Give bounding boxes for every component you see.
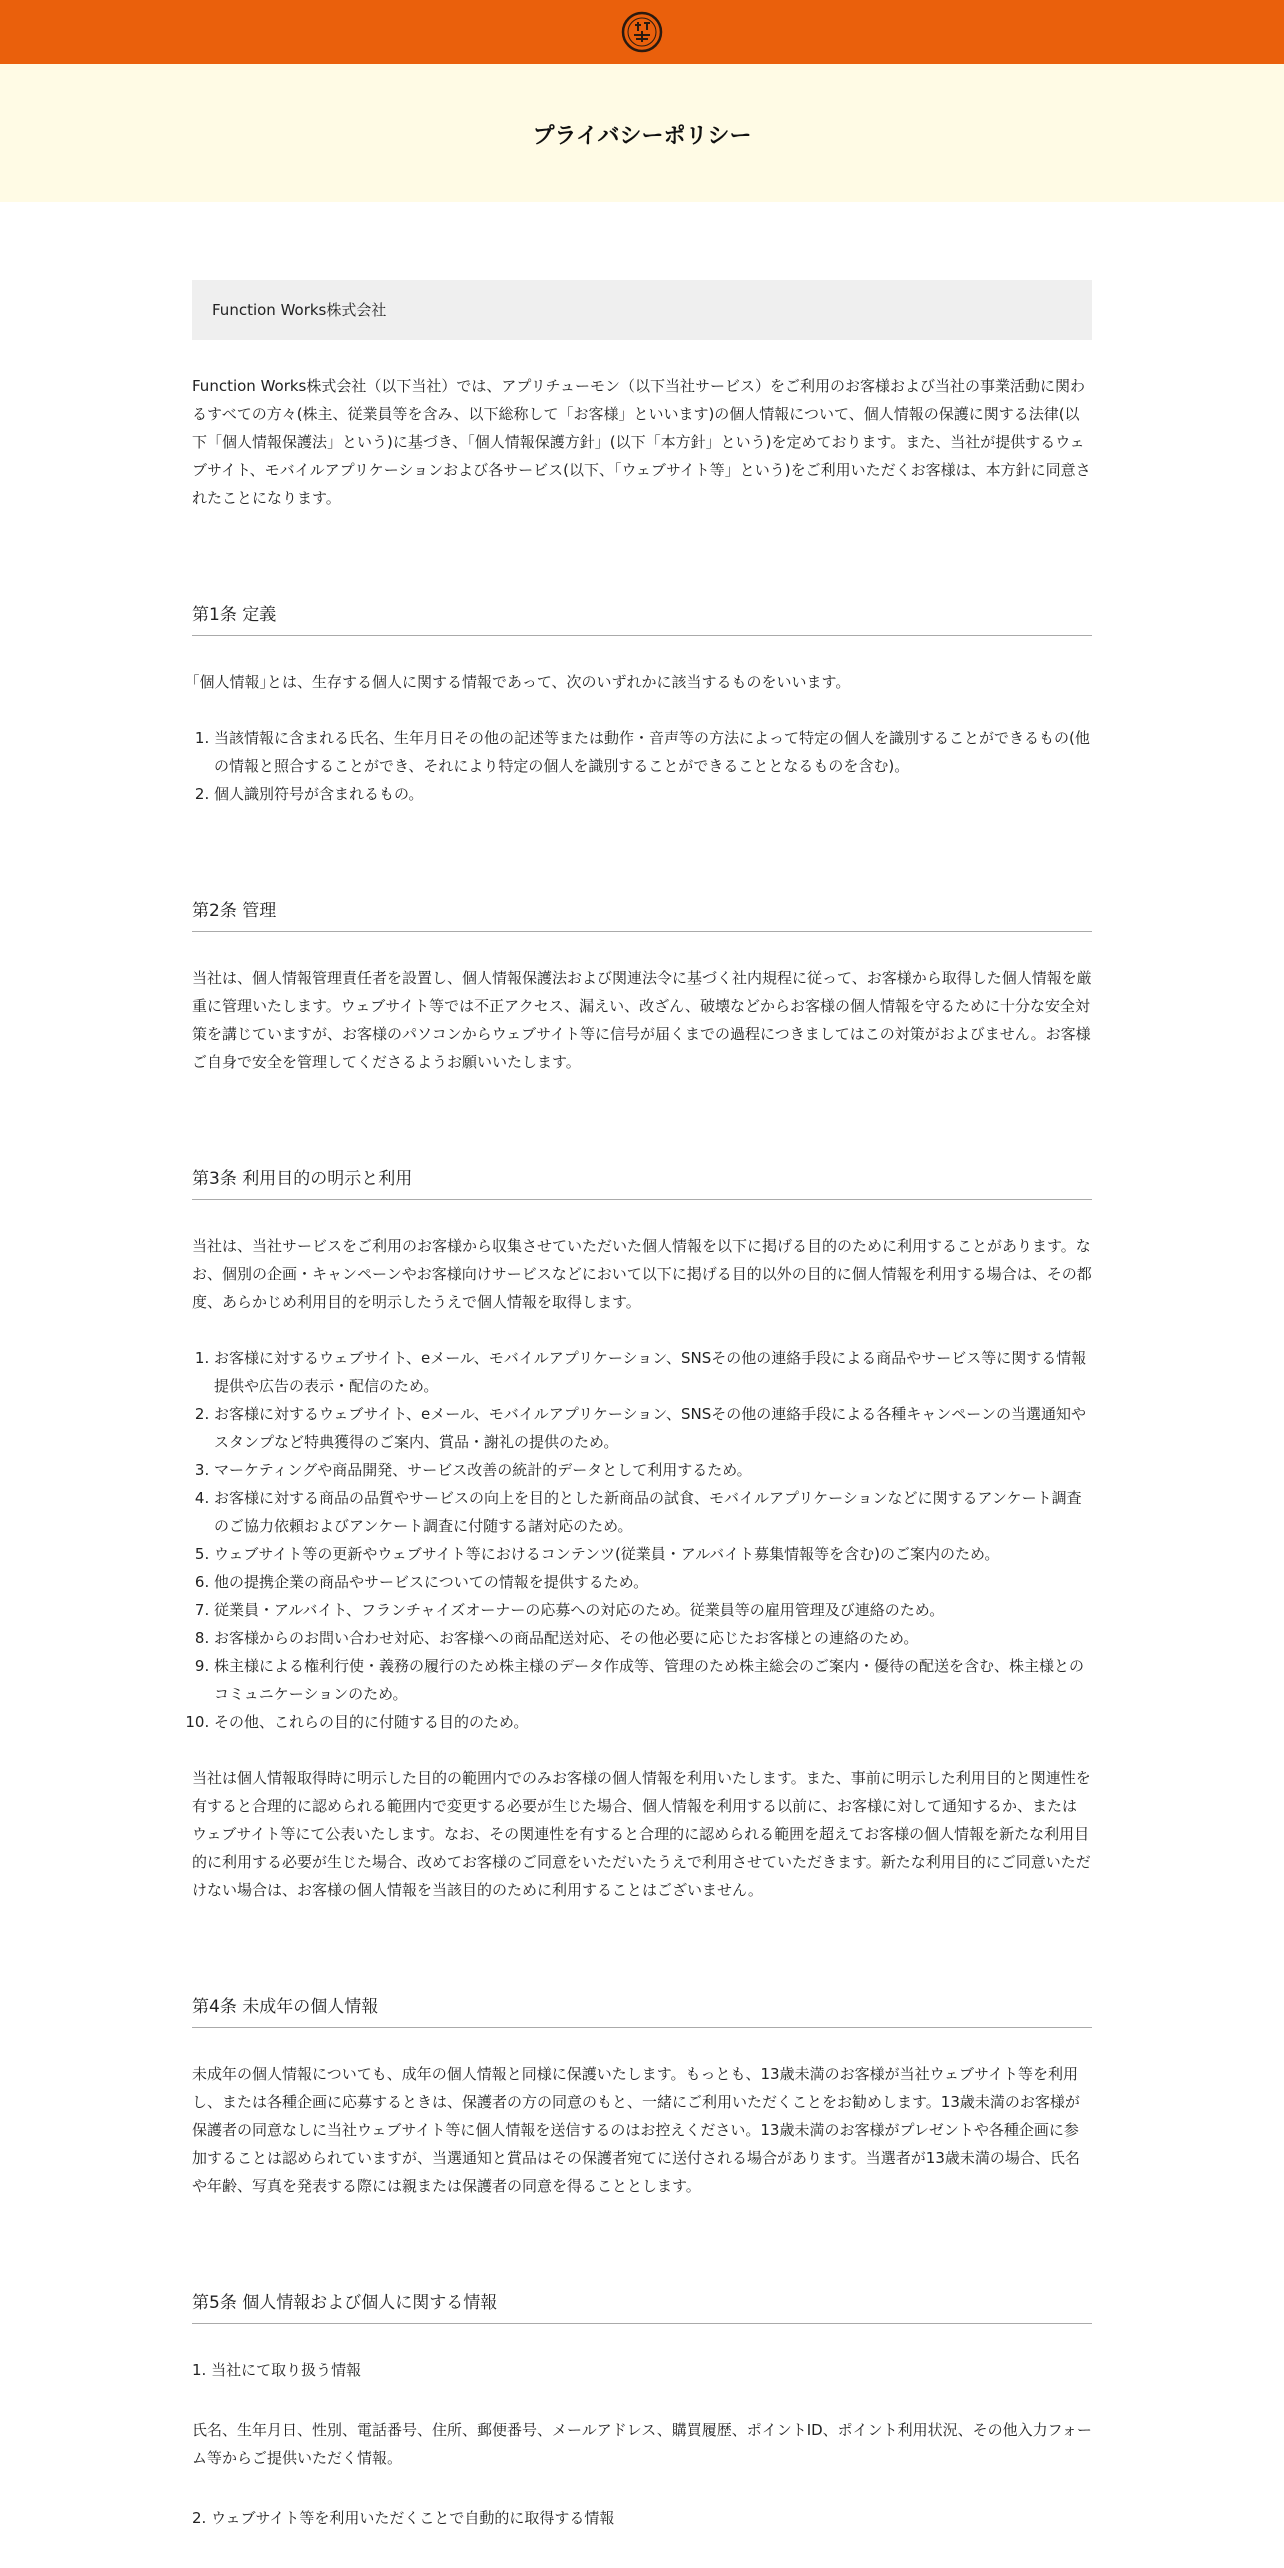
list-item: 1. 当該情報に含まれる氏名、生年月日その他の記述等または動作・音声等の方法によって特定の個人を識別することができるもの(他の情報と照合することができ、それにより特定の個人を識別することができることとなるものを含む)。: [214, 724, 1092, 780]
list-item: 7. 従業員・アルバイト、フランチャイズオーナーの応募への対応のため。従業員等の雇用管理及び連絡のため。: [214, 1596, 1092, 1624]
list-item: 4. お客様に対する商品の品質やサービスの向上を目的とした新商品の試食、モバイルアプリケーションなどに関するアンケート調査のご協力依頼およびアンケート調査に付随する諸対応のため。: [214, 1484, 1092, 1540]
section-5-sub1-text: 氏名、生年月日、性別、電話番号、住所、郵便番号、メールアドレス、購買履歴、ポイントID、ポイント利用状況、その他入力フォーム等からご提供いただく情報。: [192, 2421, 1092, 2467]
section-1: [192, 600, 1092, 808]
section-4: [192, 1992, 1092, 2200]
section-1-list: [192, 724, 1092, 808]
list-item: 8. お客様からのお問い合わせ対応、お客様への商品配送対応、その他必要に応じたお客様との連絡のため。: [214, 1624, 1092, 1652]
section-3-lead: 当社は、当社サービスをご利用のお客様から収集させていただいた個人情報を以下に掲げる目的のために利用することがあります。なお、個別の企画・キャンペーンやお客様向けサービスなどにおいて以下に掲げる目的以外の目的に個人情報を利用する場合は、その都度、あらかじめ利用目的を明示したうえで個人情報を取得します。: [192, 1237, 1092, 1311]
section-1-title: 第1条 定義: [192, 600, 1092, 636]
page-header: [0, 64, 1284, 202]
section-5: [192, 2288, 1092, 2532]
list-item: 3. マーケティングや商品開発、サービス改善の統計的データとして利用するため。: [214, 1456, 1092, 1484]
section-4-title: 第4条 未成年の個人情報: [192, 1992, 1092, 2028]
policy-content: [192, 280, 1092, 2532]
list-item: 10. その他、これらの目的に付随する目的のため。: [214, 1708, 1092, 1736]
section-2: [192, 896, 1092, 1076]
section-2-lead: 当社は、個人情報管理責任者を設置し、個人情報保護法および関連法令に基づく社内規程に従って、お客様から取得した個人情報を厳重に管理いたします。ウェブサイト等では不正アクセス、漏えい、改ざん、破壊などからお客様の個人情報を守るために十分な安全対策を講じていますが、お客様のパソコンからウェブサイト等に信号が届くまでの過程につきましてはこの対策がおよびません。お客様ご自身で安全を管理してくださるようお願いいたします。: [192, 969, 1092, 1071]
list-item: 1. お客様に対するウェブサイト、eメール、モバイルアプリケーション、SNSその他の連絡手段による商品やサービス等に関する情報提供や広告の表示・配信のため。: [214, 1344, 1092, 1400]
section-5-title: 第5条 個人情報および個人に関する情報: [192, 2288, 1092, 2324]
top-bar: [0, 0, 1284, 64]
section-3-list: [192, 1344, 1092, 1736]
intro-paragraph: Function Works株式会社（以下当社）では、アプリチューモン（以下当社サービス）をご利用のお客様および当社の事業活動に関わるすべての方々(株主、従業員等を含み、以下総称して「お客様」といいます)の個人情報について、個人情報の保護に関する法律(以下「個人情報保護法」という)に基づき、「個人情報保護方針」(以下「本方針」という)を定めております。また、当社が提供するウェブサイト、モバイルアプリケーションおよび各サービス(以下、「ウェブサイト等」という)をご利用いただくお客様は、本方針に同意されたことになります。: [192, 377, 1091, 507]
section-2-title: 第2条 管理: [192, 896, 1092, 932]
section-3: [192, 1164, 1092, 1904]
section-5-sub1: 1. 当社にて取り扱う情報: [192, 2361, 362, 2379]
section-1-lead: ｢個人情報｣とは、生存する個人に関する情報であって、次のいずれかに該当するものをいいます。: [192, 673, 851, 691]
page-title: プライバシーポリシー: [532, 124, 752, 149]
list-item: 6. 他の提携企業の商品やサービスについての情報を提供するため。: [214, 1568, 1092, 1596]
section-3-after: 当社は個人情報取得時に明示した目的の範囲内でのみお客様の個人情報を利用いたします。また、事前に明示した利用目的と関連性を有すると合理的に認められる範囲内で変更する必要が生じた場合、個人情報を利用する以前に、お客様に対して通知するか、またはウェブサイト等にて公表いたします。なお、その関連性を有すると合理的に認められる範囲を超えてお客様の個人情報を新たな利用目的に利用する必要が生じた場合、改めてお客様のご同意をいただいたうえで利用させていただきます。新たな利用目的にご同意いただけない場合は、お客様の個人情報を当該目的のために利用することはございません。: [192, 1769, 1091, 1899]
section-4-lead: 未成年の個人情報についても、成年の個人情報と同様に保護いたします。もっとも、13歳未満のお客様が当社ウェブサイト等を利用し、または各種企画に応募するときは、保護者の方の同意のもと、一緒にご利用いただくことをお勧めします。13歳未満のお客様が保護者の同意なしに当社ウェブサイト等に個人情報を送信するのはお控えください。13歳未満のお客様がプレゼントや各種企画に参加することは認められていますが、当選通知と賞品はその保護者宛てに送付される場合があります。当選者が13歳未満の場合、氏名や年齢、写真を発表する際には親または保護者の同意を得ることとします。: [192, 2065, 1080, 2195]
round-seal-logo-icon[interactable]: [621, 11, 663, 53]
section-5-sub2: 2. ウェブサイト等を利用いただくことで自動的に取得する情報: [192, 2509, 615, 2527]
list-item: 5. ウェブサイト等の更新やウェブサイト等におけるコンテンツ(従業員・アルバイト募集情報等を含む)のご案内のため。: [214, 1540, 1092, 1568]
list-item: 2. 個人識別符号が含まれるもの。: [214, 780, 1092, 808]
list-item: 2. お客様に対するウェブサイト、eメール、モバイルアプリケーション、SNSその他の連絡手段による各種キャンペーンの当選通知やスタンプなど特典獲得のご案内、賞品・謝礼の提供のため。: [214, 1400, 1092, 1456]
company-name-box: Function Works株式会社: [192, 280, 1092, 340]
section-3-title: 第3条 利用目的の明示と利用: [192, 1164, 1092, 1200]
list-item: 9. 株主様による権利行使・義務の履行のため株主様のデータ作成等、管理のため株主総会のご案内・優待の配送を含む、株主様とのコミュニケーションのため。: [214, 1652, 1092, 1708]
